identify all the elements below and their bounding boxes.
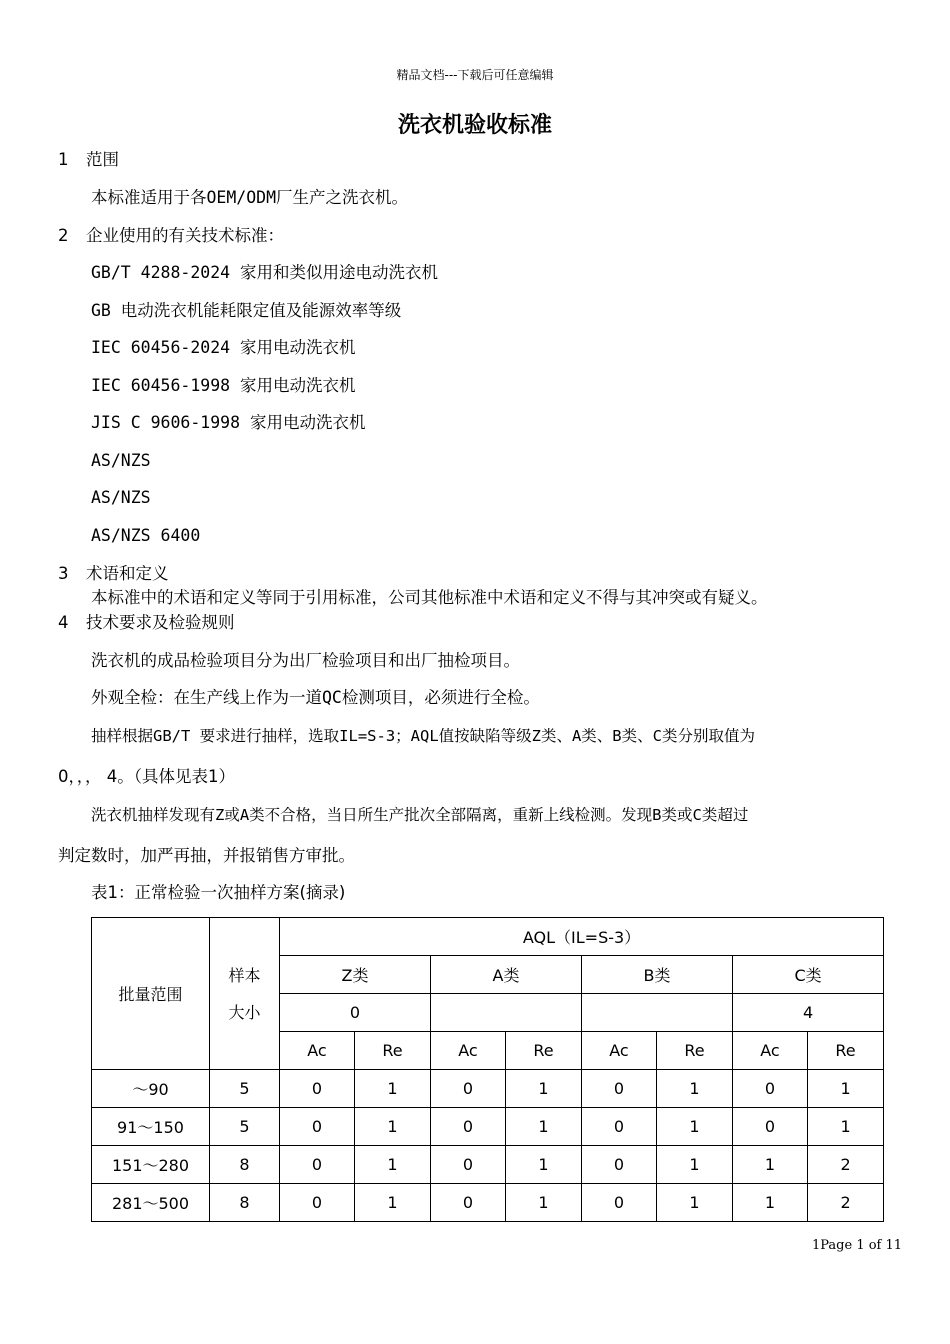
sample-size: 8 (210, 1146, 280, 1184)
table-cell: 1 (355, 1108, 431, 1146)
table-cell: 0 (582, 1108, 657, 1146)
table-cell: 0 (431, 1184, 506, 1222)
standard-item: AS/NZS (91, 488, 151, 507)
page-header: 精品文档---下载后可任意编辑 (396, 68, 554, 82)
section-2-heading: 企业使用的有关技术标准： (86, 226, 284, 245)
table-cell: 1 (506, 1146, 582, 1184)
table-row (92, 1108, 884, 1146)
sample-size-header (210, 918, 280, 1070)
table-row (92, 1184, 884, 1222)
table-cell: 1 (733, 1184, 808, 1222)
section-4-heading: 技术要求及检验规则 (86, 613, 235, 632)
sample-size-header-line1: 样本 (228, 965, 261, 985)
standard-item: IEC 60456-1998 家用电动洗衣机 (91, 376, 356, 395)
section-4-paragraph: 外观全检：在生产线上作为一道QC检测项目，必须进行全检。 (91, 688, 540, 707)
standard-item: AS/NZS (91, 451, 151, 470)
table-cell: 1 (506, 1108, 582, 1146)
standard-item: GB 电动洗衣机能耗限定值及能源效率等级 (91, 301, 402, 320)
table-cell: 0 (431, 1070, 506, 1108)
section-1-heading: 范围 (86, 150, 119, 169)
section-1-text: 本标准适用于各OEM/ODM厂生产之洗衣机。 (91, 188, 409, 207)
table-cell: 0 (733, 1070, 808, 1108)
batch-range-header: 批量范围 (92, 918, 210, 1070)
standard-item: AS/NZS 6400 (91, 526, 201, 545)
table-cell: 0 (733, 1108, 808, 1146)
table-row (92, 1146, 884, 1184)
ac-header: Ac (582, 1032, 657, 1070)
table-cell: 1 (808, 1070, 884, 1108)
section-3-number: 3 (58, 564, 69, 583)
table-cell: 1 (355, 1146, 431, 1184)
table-cell: 0 (431, 1108, 506, 1146)
table-cell: 0 (280, 1108, 355, 1146)
table-cell: 1 (506, 1184, 582, 1222)
section-2-number: 2 (58, 226, 69, 245)
aql-header: AQL（IL=S-3） (280, 918, 884, 956)
aql-value-z: 0 (280, 994, 431, 1032)
section-4-paragraph-cont: 判定数时，加严再抽，并报销售方审批。 (58, 846, 355, 865)
section-4-number: 4 (58, 613, 69, 632)
class-header-b: B类 (582, 956, 733, 994)
re-header: Re (355, 1032, 431, 1070)
table-cell: 1 (355, 1184, 431, 1222)
section-4-paragraph-cont: 0，，， 4。（具体见表1） (58, 767, 235, 786)
re-header: Re (506, 1032, 582, 1070)
section-1-number: 1 (58, 150, 69, 169)
table-cell: 1 (657, 1184, 733, 1222)
section-4-paragraph: 洗衣机的成品检验项目分为出厂检验项目和出厂抽检项目。 (91, 651, 520, 670)
aql-value-b (582, 994, 733, 1032)
batch-range: 151～280 (92, 1146, 210, 1184)
batch-range: ～90 (92, 1070, 210, 1108)
table-cell: 1 (657, 1108, 733, 1146)
table-cell: 0 (431, 1146, 506, 1184)
class-header-c: C类 (733, 956, 884, 994)
re-header: Re (808, 1032, 884, 1070)
sample-size: 8 (210, 1184, 280, 1222)
section-4-paragraph: 洗衣机抽样发现有Z或A类不合格，当日所生产批次全部隔离，重新上线检测。发现B类或C类超过 (91, 806, 749, 824)
batch-range: 91～150 (92, 1108, 210, 1146)
sample-size: 5 (210, 1108, 280, 1146)
re-header: Re (657, 1032, 733, 1070)
aql-value-a (431, 994, 582, 1032)
document-title: 洗衣机验收标准 (397, 112, 552, 138)
section-3-heading: 术语和定义 (86, 564, 169, 583)
sample-size: 5 (210, 1070, 280, 1108)
standard-item: JIS C 9606-1998 家用电动洗衣机 (91, 413, 366, 432)
section-3-text: 本标准中的术语和定义等同于引用标准，公司其他标准中术语和定义不得与其冲突或有疑义。 (91, 588, 768, 607)
table-cell: 1 (355, 1070, 431, 1108)
table-cell: 1 (657, 1070, 733, 1108)
ac-header: Ac (280, 1032, 355, 1070)
table-cell: 0 (582, 1070, 657, 1108)
table-row (92, 1070, 884, 1108)
section-4-paragraph: 抽样根据GB/T 要求进行抽样，选取IL=S-3；AQL值按缺陷等级Z类、A类、B类、C类分别取值为 (91, 727, 755, 745)
ac-header: Ac (431, 1032, 506, 1070)
table-cell: 0 (280, 1184, 355, 1222)
table-cell: 2 (808, 1146, 884, 1184)
class-header-a: A类 (431, 956, 582, 994)
table-cell: 1 (506, 1070, 582, 1108)
table-cell: 2 (808, 1184, 884, 1222)
table-cell: 0 (280, 1146, 355, 1184)
sample-size-header-line2: 大小 (228, 1002, 261, 1022)
page-footer: 1Page 1 of 11 (812, 1238, 903, 1253)
table-cell: 1 (657, 1146, 733, 1184)
batch-range: 281～500 (92, 1184, 210, 1222)
table-caption: 表1：正常检验一次抽样方案(摘录) (91, 883, 346, 902)
ac-header: Ac (733, 1032, 808, 1070)
table-cell: 0 (582, 1184, 657, 1222)
standard-item: IEC 60456-2024 家用电动洗衣机 (91, 338, 356, 357)
table-cell: 1 (808, 1108, 884, 1146)
class-header-z: Z类 (280, 956, 431, 994)
table-cell: 0 (280, 1070, 355, 1108)
aql-value-c: 4 (733, 994, 884, 1032)
sampling-table (91, 917, 884, 1222)
table-cell: 0 (582, 1146, 657, 1184)
table-cell: 1 (733, 1146, 808, 1184)
standard-item: GB/T 4288-2024 家用和类似用途电动洗衣机 (91, 263, 439, 282)
